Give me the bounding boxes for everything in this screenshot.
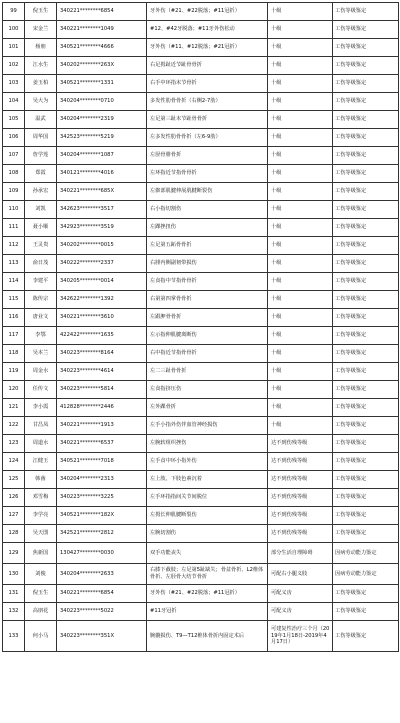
row-number: 101: [3, 39, 25, 57]
table-row: [3, 381, 399, 399]
table-row: [3, 564, 399, 585]
row-number: 106: [3, 129, 25, 147]
injury-diagnosis: 腕髓损伤、T9—T12椎体骨折内固定术后: [147, 621, 268, 652]
appraisal-type: 工伤等级鉴定: [333, 603, 399, 621]
disability-grade: 十级: [268, 381, 333, 399]
person-name: 江水生: [25, 57, 57, 75]
table-row: [3, 93, 399, 111]
injury-diagnosis: 左上肢、下肢色素沉着: [147, 471, 268, 489]
appraisal-type: 工伤等级鉴定: [333, 75, 399, 93]
injury-diagnosis: 左踝挫扭伤: [147, 219, 268, 237]
disability-grade: 十级: [268, 129, 333, 147]
disability-grade: 十级: [268, 309, 333, 327]
appraisal-type: 工伤等级鉴定: [333, 183, 399, 201]
id-number: 342923********3519: [57, 219, 147, 237]
row-number: 103: [3, 75, 25, 93]
table-row: [3, 111, 399, 129]
disability-grade: 可配右小腿义肢: [268, 564, 333, 585]
table-row: [3, 621, 399, 652]
disability-grade: 十级: [268, 219, 333, 237]
person-name: 何小马: [25, 621, 57, 652]
disability-grade: 十级: [268, 399, 333, 417]
injury-diagnosis: 右手中环指末节骨折: [147, 75, 268, 93]
row-number: 109: [3, 183, 25, 201]
id-number: 342622********1392: [57, 291, 147, 309]
table-row: [3, 291, 399, 309]
injury-diagnosis: 左二三趾骨骨折: [147, 363, 268, 381]
disability-grade: 十级: [268, 57, 333, 75]
injury-diagnosis: 左手环指指间关节间脱位: [147, 489, 268, 507]
row-number: 112: [3, 237, 25, 255]
table-row: [3, 363, 399, 381]
disability-grade: 十级: [268, 39, 333, 57]
table-row: [3, 525, 399, 543]
appraisal-type: 工伤等级鉴定: [333, 621, 399, 652]
appraisal-type: 工伤等级鉴定: [333, 219, 399, 237]
table-row: [3, 57, 399, 75]
id-number: 340223********3225: [57, 489, 147, 507]
id-number: 130427********0030: [57, 543, 147, 564]
injury-diagnosis: 左腕切割伤: [147, 525, 268, 543]
person-name: 吴天图: [25, 525, 57, 543]
row-number: 115: [3, 291, 25, 309]
row-number: 123: [3, 435, 25, 453]
appraisal-type: 工伤等级鉴定: [333, 417, 399, 435]
person-name: 任传文: [25, 381, 57, 399]
disability-grade: 达不到伤残等级: [268, 453, 333, 471]
table-row: [3, 201, 399, 219]
id-number: 340521********7018: [57, 453, 147, 471]
person-name: 吴本兰: [25, 345, 57, 363]
id-number: 340223********4614: [57, 363, 147, 381]
disability-grade: 十级: [268, 345, 333, 363]
disability-grade: 十级: [268, 93, 333, 111]
person-name: 邓雪梅: [25, 489, 57, 507]
injury-diagnosis: 右膝下截肢；左足第5趾缺失；骨盆骨折、L2椎体骨折、左胫骨大结节骨折: [147, 564, 268, 585]
person-name: 宋金兰: [25, 21, 57, 39]
table-row: [3, 165, 399, 183]
disability-grade: 十级: [268, 363, 333, 381]
person-name: 姜玉柏: [25, 75, 57, 93]
row-number: 110: [3, 201, 25, 219]
appraisal-type: 工伤等级鉴定: [333, 399, 399, 417]
table-row: [3, 255, 399, 273]
person-name: 刘凯: [25, 201, 57, 219]
appraisal-type: 工伤等级鉴定: [333, 255, 399, 273]
id-number: 340202********0015: [57, 237, 147, 255]
disability-grade: 达不到伤残等级: [268, 471, 333, 489]
injury-diagnosis: 左外踝骨折: [147, 399, 268, 417]
appraisal-type: 工伤等级鉴定: [333, 39, 399, 57]
row-number: 117: [3, 327, 25, 345]
disability-grade: 十级: [268, 201, 333, 219]
injury-diagnosis: 牙外伤（#21、#22脱落；#11冠折）: [147, 3, 268, 21]
person-name: 李学亮: [25, 507, 57, 525]
appraisal-type: 工伤等级鉴定: [333, 309, 399, 327]
disability-grade: 十级: [268, 111, 333, 129]
injury-diagnosis: #12、#42牙脱落；#11牙外伤松动: [147, 21, 268, 39]
row-number: 118: [3, 345, 25, 363]
injury-diagnosis: 左手食中环小指外伤: [147, 453, 268, 471]
person-name: 倪玉生: [25, 585, 57, 603]
disability-grade: 可建复性治疗三个月（2019年1月18日-2019年4月17日）: [268, 621, 333, 652]
injury-diagnosis: 右小指切割伤: [147, 201, 268, 219]
id-number: 340521********4666: [57, 39, 147, 57]
id-number: 340221********685X: [57, 183, 147, 201]
person-name: 孙承宏: [25, 183, 57, 201]
id-number: 340223********5814: [57, 381, 147, 399]
appraisal-type: 工伤等级鉴定: [333, 525, 399, 543]
appraisal-type: 工伤等级鉴定: [333, 327, 399, 345]
row-number: 129: [3, 543, 25, 564]
disability-grade: 十级: [268, 237, 333, 255]
injury-diagnosis: 左环指近节指骨骨折: [147, 165, 268, 183]
person-name: 韩菌: [25, 471, 57, 489]
id-number: 340221********6854: [57, 585, 147, 603]
row-number: 125: [3, 471, 25, 489]
row-number: 119: [3, 363, 25, 381]
person-name: 周金水: [25, 363, 57, 381]
person-name: 周道水: [25, 435, 57, 453]
appraisal-type: 工伤等级鉴定: [333, 435, 399, 453]
injury-diagnosis: 左食指挤压伤: [147, 381, 268, 399]
injury-diagnosis: 左腕软组织挫伤: [147, 435, 268, 453]
injury-diagnosis: 右第第四掌骨骨折: [147, 291, 268, 309]
table-row: [3, 507, 399, 525]
person-name: 周华国: [25, 129, 57, 147]
id-number: 412828********2446: [57, 399, 147, 417]
person-name: 俞日茂: [25, 255, 57, 273]
disability-grade: 十级: [268, 255, 333, 273]
person-name: 刘俊: [25, 564, 57, 585]
id-number: 340204********2313: [57, 471, 147, 489]
appraisal-type: 工伤等级鉴定: [333, 165, 399, 183]
injury-diagnosis: 左示指伸肌腱离断伤: [147, 327, 268, 345]
id-number: 340223********5022: [57, 603, 147, 621]
id-number: 340521********1331: [57, 75, 147, 93]
disability-grade: 部分生活自理障碍: [268, 543, 333, 564]
person-name: 李小霞: [25, 399, 57, 417]
row-number: 99: [3, 3, 25, 21]
person-name: 高朋花: [25, 603, 57, 621]
disability-grade: 达不到伤残等级: [268, 525, 333, 543]
table-row: [3, 399, 399, 417]
person-name: 陈传宗: [25, 291, 57, 309]
table-row: [3, 3, 399, 21]
row-number: 104: [3, 93, 25, 111]
person-name: 倪玉生: [25, 3, 57, 21]
appraisal-type: 工伤等级鉴定: [333, 201, 399, 219]
person-name: 聂小顺: [25, 219, 57, 237]
row-number: 130: [3, 564, 25, 585]
person-name: 焦新国: [25, 543, 57, 564]
id-number: 340202********263X: [57, 57, 147, 75]
table-row: [3, 435, 399, 453]
person-name: 李鄂: [25, 327, 57, 345]
id-number: 340221********1049: [57, 21, 147, 39]
results-table: [2, 2, 399, 652]
disability-grade: 十级: [268, 327, 333, 345]
disability-grade: 十级: [268, 183, 333, 201]
id-number: 342523********5219: [57, 129, 147, 147]
injury-diagnosis: 左髌部肌腱伸展肌腱断裂伤: [147, 183, 268, 201]
table-row: [3, 129, 399, 147]
injury-diagnosis: 左食指中节指骨骨折: [147, 273, 268, 291]
row-number: 128: [3, 525, 25, 543]
person-name: 李建平: [25, 273, 57, 291]
id-number: 342521********2812: [57, 525, 147, 543]
id-number: 340221********3610: [57, 309, 147, 327]
injury-diagnosis: 右足拇趾近节趾骨骨折: [147, 57, 268, 75]
appraisal-type: 工伤等级鉴定: [333, 381, 399, 399]
injury-diagnosis: 右腓内侧副韧带损伤: [147, 255, 268, 273]
injury-diagnosis: 左多发性肋骨骨折（左6-9肋）: [147, 129, 268, 147]
appraisal-type: 工伤等级鉴定: [333, 585, 399, 603]
id-number: 340221********1913: [57, 417, 147, 435]
person-name: 杨朋: [25, 39, 57, 57]
injury-diagnosis: 左胫骨腓骨折: [147, 147, 268, 165]
disability-grade: 可配义齿: [268, 603, 333, 621]
injury-diagnosis: 左拇长伸肌腱断裂伤: [147, 507, 268, 525]
table-row: [3, 309, 399, 327]
table-row: [3, 543, 399, 564]
appraisal-type: 因病劳动能力鉴定: [333, 543, 399, 564]
table-row: [3, 219, 399, 237]
appraisal-type: 工伤等级鉴定: [333, 57, 399, 75]
disability-grade: 十级: [268, 21, 333, 39]
appraisal-type: 工伤等级鉴定: [333, 21, 399, 39]
injury-diagnosis: 左手小指外伤伴血管神经损伤: [147, 417, 268, 435]
row-number: 116: [3, 309, 25, 327]
row-number: 102: [3, 57, 25, 75]
id-number: 342623********3517: [57, 201, 147, 219]
disability-grade: 十级: [268, 75, 333, 93]
id-number: 340221********6854: [57, 3, 147, 21]
person-name: 吴大为: [25, 93, 57, 111]
appraisal-type: 工伤等级鉴定: [333, 129, 399, 147]
row-number: 132: [3, 603, 25, 621]
appraisal-type: 工伤等级鉴定: [333, 273, 399, 291]
disability-grade: 十级: [268, 273, 333, 291]
row-number: 120: [3, 381, 25, 399]
table-row: [3, 39, 399, 57]
disability-grade: 十级: [268, 3, 333, 21]
appraisal-type: 工伤等级鉴定: [333, 147, 399, 165]
table-row: [3, 417, 399, 435]
id-number: 340223********351X: [57, 621, 147, 652]
id-number: 340521********182X: [57, 507, 147, 525]
row-number: 108: [3, 165, 25, 183]
appraisal-type: 工伤等级鉴定: [333, 471, 399, 489]
injury-diagnosis: 双手功能丧失: [147, 543, 268, 564]
row-number: 121: [3, 399, 25, 417]
id-number: 340204********2319: [57, 111, 147, 129]
table-row: [3, 471, 399, 489]
disability-grade: 可配义齿: [268, 585, 333, 603]
row-number: 126: [3, 489, 25, 507]
table-row: [3, 21, 399, 39]
table-row: [3, 603, 399, 621]
injury-diagnosis: 牙外伤（#11、#12脱落；#21冠折）: [147, 39, 268, 57]
table-row: [3, 489, 399, 507]
id-number: 340221********6537: [57, 435, 147, 453]
person-name: 甘昌凤: [25, 417, 57, 435]
person-name: 唐业文: [25, 309, 57, 327]
injury-diagnosis: 左跟胛骨骨折: [147, 309, 268, 327]
row-number: 105: [3, 111, 25, 129]
appraisal-type: 工伤等级鉴定: [333, 93, 399, 111]
table-row: [3, 453, 399, 471]
table-row: [3, 75, 399, 93]
disability-grade: 达不到伤残等级: [268, 435, 333, 453]
disability-grade: 十级: [268, 417, 333, 435]
row-number: 131: [3, 585, 25, 603]
row-number: 122: [3, 417, 25, 435]
row-number: 114: [3, 273, 25, 291]
disability-grade: 十级: [268, 147, 333, 165]
appraisal-type: 工伤等级鉴定: [333, 237, 399, 255]
table-row: [3, 585, 399, 603]
table-row: [3, 183, 399, 201]
injury-diagnosis: 多发性肋骨骨折（右侧2-7肋）: [147, 93, 268, 111]
id-number: 340204********1087: [57, 147, 147, 165]
row-number: 107: [3, 147, 25, 165]
row-number: 127: [3, 507, 25, 525]
injury-diagnosis: 牙外伤（#21、#22脱落；#11冠折）: [147, 585, 268, 603]
injury-diagnosis: 左足第五跖骨骨折: [147, 237, 268, 255]
person-name: 詹学莲: [25, 147, 57, 165]
appraisal-type: 工伤等级鉴定: [333, 291, 399, 309]
id-number: 340204********0710: [57, 93, 147, 111]
appraisal-type: 工伤等级鉴定: [333, 453, 399, 471]
person-name: 温武: [25, 111, 57, 129]
injury-diagnosis: 右中指近节指骨骨折: [147, 345, 268, 363]
row-number: 111: [3, 219, 25, 237]
id-number: 340222********2337: [57, 255, 147, 273]
table-row: [3, 345, 399, 363]
person-name: 王灵贵: [25, 237, 57, 255]
row-number: 133: [3, 621, 25, 652]
appraisal-type: 工伤等级鉴定: [333, 111, 399, 129]
injury-diagnosis: #11牙冠折: [147, 603, 268, 621]
disability-grade: 达不到伤残等级: [268, 507, 333, 525]
row-number: 113: [3, 255, 25, 273]
row-number: 100: [3, 21, 25, 39]
id-number: 340204********2633: [57, 564, 147, 585]
disability-grade: 达不到伤残等级: [268, 489, 333, 507]
appraisal-type: 因病劳动能力鉴定: [333, 564, 399, 585]
id-number: 340205********0014: [57, 273, 147, 291]
person-name: 江健玉: [25, 453, 57, 471]
row-number: 124: [3, 453, 25, 471]
table-row: [3, 327, 399, 345]
disability-grade: 十级: [268, 165, 333, 183]
appraisal-type: 工伤等级鉴定: [333, 345, 399, 363]
person-name: 郑霞: [25, 165, 57, 183]
appraisal-type: 工伤等级鉴定: [333, 489, 399, 507]
appraisal-type: 工伤等级鉴定: [333, 3, 399, 21]
id-number: 340121********4016: [57, 165, 147, 183]
table-row: [3, 273, 399, 291]
id-number: 422422********1635: [57, 327, 147, 345]
appraisal-type: 工伤等级鉴定: [333, 363, 399, 381]
disability-grade: 十级: [268, 291, 333, 309]
injury-diagnosis: 左足第三趾末节趾骨骨折: [147, 111, 268, 129]
id-number: 340223********8164: [57, 345, 147, 363]
table-row: [3, 237, 399, 255]
table-row: [3, 147, 399, 165]
appraisal-type: 工伤等级鉴定: [333, 507, 399, 525]
